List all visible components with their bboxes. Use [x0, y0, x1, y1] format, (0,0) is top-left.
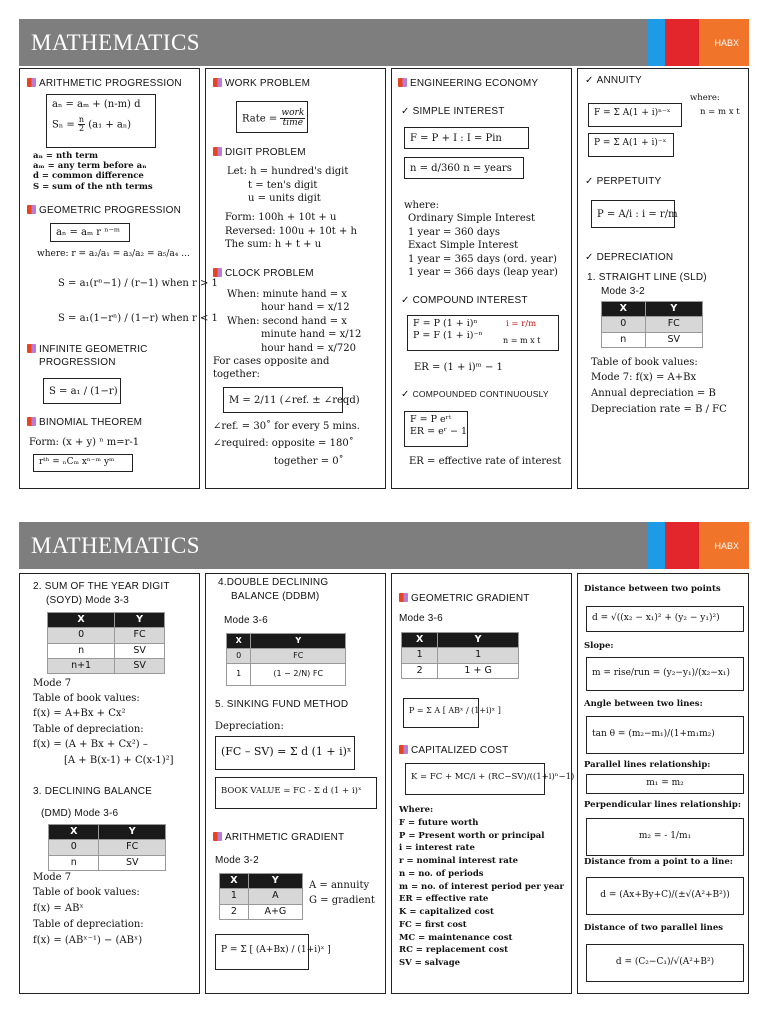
sf-title: 5. SINKING FUND METHOD	[215, 699, 349, 710]
bullet-icon	[398, 78, 407, 87]
cp-l1: When: minute hand = x	[227, 289, 347, 300]
annuity-n: n = m x t	[700, 107, 740, 117]
gp-title: GEOMETRIC PROGRESSION	[27, 204, 181, 217]
cp-l2: hour hand = x/12	[261, 302, 350, 313]
check-icon: ✓	[401, 295, 410, 306]
gg-title: GEOMETRIC GRADIENT	[399, 592, 530, 605]
bullet-icon	[27, 344, 36, 353]
soyd-l5: f(x) = (A + Bx + Cx²) –	[33, 739, 148, 750]
gg-formula-box: P = Σ A [ ABˣ / (1+i)ˣ ]	[403, 698, 479, 728]
parallel-formula-box: m₁ = m₂	[586, 774, 744, 794]
point-line-title: Distance from a point to a line:	[584, 857, 733, 867]
ap-definitions: aₙ = nth term aₘ = any term before aₙ d = common difference S = sum of the nth terms	[33, 151, 153, 192]
dp-form: Form: 100h + 10t + u	[225, 212, 337, 223]
soyd-l2: Table of book values:	[33, 693, 140, 704]
annuity-f-box: F = Σ A(1 + i)ⁿ⁻ˣ	[588, 103, 682, 127]
soyd-l4: Table of depreciation:	[33, 724, 144, 735]
cp-l10: together = 0˚	[274, 456, 344, 467]
ee-title: ENGINEERING ECONOMY	[398, 77, 538, 90]
perp-title: Perpendicular lines relationship:	[584, 800, 741, 810]
sf-book-value-box: BOOK VALUE = FC - Σ d (1 + i)ˣ	[215, 777, 377, 809]
gp-ratio: where: r = a₂/a₁ = a₃/a₂ = a₅/a₄ ...	[37, 249, 190, 259]
wp-rate-box: Rate = $\frac{\text{work}}{\text{time}}$	[236, 101, 308, 133]
igp-formula-box: S = a₁ / (1−r)	[43, 378, 121, 404]
ap-title: ARITHMETIC PROGRESSION	[27, 77, 182, 90]
ddb-table: X Y 0 FC 1 (1 − 2/N) FC	[226, 633, 346, 686]
cp-l5: hour hand = x/720	[261, 343, 356, 354]
check-icon: ✓	[585, 75, 594, 86]
panel-engineering-economy	[391, 68, 572, 489]
ag-title: ARITHMETIC GRADIENT	[213, 831, 344, 844]
gp-formula-box: aₙ = aₘ r ⁿ⁻ᵐ	[50, 223, 130, 242]
depreciation-title: ✓ DEPRECIATION	[585, 252, 674, 263]
db-l2: Table of book values:	[33, 887, 140, 898]
cp-l8: ∠ref. = 30˚ for every 5 mins.	[213, 421, 360, 432]
cp-l7: together:	[213, 369, 260, 380]
cp-title: CLOCK PROBLEM	[213, 267, 314, 280]
gp-sum-r-gt-1: S = a₁(rⁿ−1) / (r−1) when r > 1	[58, 278, 218, 289]
gg-table: X Y 1 1 2 1 + G	[401, 632, 519, 679]
check-icon: ✓	[585, 252, 594, 263]
parallel-lines-formula-box: d = (C₂−C₁)/√(A²+B²)	[586, 944, 744, 982]
si-n-box: n = d/360 n = years	[404, 157, 524, 179]
dp-sum: The sum: h + t + u	[225, 239, 322, 250]
cc-formula-box: F = P eʳᵗ ER = eʳ − 1	[404, 411, 468, 447]
check-icon: ✓	[401, 389, 410, 400]
angle-title: Angle between two lines:	[584, 699, 703, 709]
annuity-where: where:	[690, 93, 720, 103]
sld-mode: Mode 3-2	[601, 286, 645, 297]
soyd-mode: (SOYD) Mode 3-3	[46, 595, 130, 606]
ag-formula-box: P = Σ [ (A+Bx) / (1+i)ˣ ]	[215, 934, 309, 970]
bullet-icon	[213, 78, 222, 87]
sf-depreciation: Depreciation:	[215, 721, 284, 732]
perpetuity-box: P = A/i : i = r/m	[591, 200, 675, 228]
slope-formula-box: m = rise/run = (y₂−y₁)/(x₂−x₁)	[586, 657, 744, 691]
perpetuity-title: ✓ PERPETUITY	[585, 176, 662, 187]
ag-mode: Mode 3-2	[215, 855, 259, 866]
dist-formula-box: d = √((x₂ − x₁)² + (y₂ − y₁)²)	[586, 606, 744, 632]
sld-title: 1. STRAIGHT LINE (SLD)	[587, 272, 707, 283]
soyd-l3: f(x) = A+Bx + Cx²	[33, 708, 126, 719]
sf-formula-box: (FC – SV) = Σ d (1 + i)ˣ	[215, 736, 355, 770]
bt-formula-box: rᵗʰ = ₙCₘ xⁿ⁻ᵐ yᵐ	[33, 454, 133, 472]
db-table: X Y 0 FC n SV	[48, 824, 166, 871]
si-formula-box: F = P + I : I = Pin	[404, 127, 529, 149]
panel-annuity	[577, 68, 749, 489]
sld-table: X Y 0 FC n SV	[601, 301, 703, 348]
si-360: 1 year = 360 days	[408, 227, 500, 238]
header-title: MATHEMATICS	[31, 30, 201, 55]
panel-soyd	[19, 573, 200, 994]
panel-ddb	[205, 573, 386, 994]
dp-t: t = ten's digit	[248, 180, 318, 191]
cap-title: CAPITALIZED COST	[399, 744, 508, 757]
ddb-mode: Mode 3-6	[224, 615, 268, 626]
check-icon: ✓	[585, 176, 594, 187]
angle-formula-box: tan θ = (m₂−m₁)/(1+m₁m₂)	[586, 716, 744, 754]
cc-title: ✓ COMPOUNDED CONTINUOUSLY	[401, 389, 549, 400]
dp-reversed: Reversed: 100u + 10t + h	[225, 226, 357, 237]
parallel-title: Parallel lines relationship:	[584, 760, 711, 770]
check-icon: ✓	[401, 106, 410, 117]
db-mode: (DMD) Mode 3-6	[41, 808, 119, 819]
sld-t2: Mode 7: f(x) = A+Bx	[591, 372, 697, 383]
dp-h: Let: h = hundred's digit	[227, 166, 349, 177]
bullet-icon	[213, 268, 222, 277]
bt-form: Form: (x + y) ⁿ m=r-1	[29, 437, 140, 448]
db-l1: Mode 7	[33, 872, 72, 883]
ag-annuity: A = annuity	[309, 880, 370, 891]
db-l5: f(x) = (ABˣ⁻¹) − (ABˣ)	[33, 935, 143, 946]
ap-sum-formula: Sₙ = $\frac{n}{2}$ (a₁ + aₙ)	[52, 115, 132, 134]
panel-word-problems	[205, 68, 386, 489]
header-title: MATHEMATICS	[31, 533, 201, 558]
gg-mode: Mode 3-6	[399, 613, 443, 624]
ddb-title: 4.DOUBLE DECLINING	[218, 577, 329, 588]
si-where: where:	[404, 200, 439, 211]
soyd-table: X Y 0 FC n SV n+1 SV	[47, 612, 165, 674]
soyd-title: 2. SUM OF THE YEAR DIGIT	[33, 581, 170, 592]
si-ordinary: Ordinary Simple Interest	[408, 213, 535, 224]
header-bar-2	[19, 522, 749, 569]
si-366: 1 year = 366 days (leap year)	[408, 267, 558, 278]
bullet-icon	[27, 205, 36, 214]
si-exact: Exact Simple Interest	[408, 240, 519, 251]
annuity-title: ✓ ANNUITY	[585, 75, 642, 86]
cp-l9: ∠required: opposite = 180˚	[213, 438, 354, 449]
wp-title: WORK PROBLEM	[213, 77, 310, 90]
dp-u: u = units digit	[248, 193, 321, 204]
bullet-icon	[213, 147, 222, 156]
db-title: 3. DECLINING BALANCE	[33, 786, 153, 797]
db-l3: f(x) = ABˣ	[33, 903, 84, 914]
gp-sum-r-lt-1: S = a₁(1−rⁿ) / (1−r) when r < 1	[58, 313, 218, 324]
blue-stripe	[647, 19, 665, 66]
soyd-l1: Mode 7	[33, 678, 72, 689]
dp-title: DIGIT PROBLEM	[213, 146, 306, 159]
panel-progressions	[19, 68, 218, 489]
igp-title: INFINITE GEOMETRIC PROGRESSION	[27, 343, 148, 369]
ddb-subtitle: BALANCE (DDBM)	[231, 591, 320, 602]
ci-formula-box: F = P (1 + i)ⁿ P = F (1 + i)⁻ⁿ i = r/m n = m x t	[407, 315, 559, 351]
sld-t4: Depreciation rate = B / FC	[591, 404, 727, 415]
ci-title: ✓ COMPOUND INTEREST	[401, 295, 528, 306]
perp-formula-box: m₂ = - 1/m₁	[586, 818, 744, 856]
soyd-l6: [A + B(x-1) + C(x-1)²]	[64, 755, 174, 766]
si-title: ✓ SIMPLE INTEREST	[401, 106, 505, 117]
bullet-icon	[399, 593, 408, 602]
panel-analytic-geometry	[577, 573, 749, 994]
bullet-icon	[27, 417, 36, 426]
ap-nth-term-formula: aₙ = aₘ + (n-m) d	[52, 99, 141, 110]
ag-table: X Y 1 A 2 A+G	[219, 873, 303, 920]
ag-gradient: G = gradient	[309, 895, 375, 906]
where-list: Where: F = future worth P = Present worth or principal i = interest rate r = nominal interest rate n = no. of periods m = no. of interest period per year ER = effective rate K = capitalized cost FC = first cost MC = maintenance cost RC = replacement cost SV = salvage	[399, 805, 564, 968]
cp-l6: For cases opposite and	[213, 356, 330, 367]
parallel-lines-title: Distance of two parallel lines	[584, 923, 724, 933]
header-bar	[19, 19, 749, 66]
red-stripe	[665, 19, 699, 66]
red-stripe	[665, 522, 699, 569]
bullet-icon	[27, 78, 36, 87]
sld-t3: Annual depreciation = B	[591, 388, 716, 399]
cap-formula-box: K = FC + MC/i + (RC−SV)/((1+i)ⁿ−1)	[405, 763, 545, 795]
annuity-p-box: P = Σ A(1 + i)⁻ˣ	[588, 133, 674, 157]
sld-t1: Table of book values:	[591, 357, 698, 368]
header-tag: HABX	[714, 38, 739, 48]
panel-gradient	[391, 573, 575, 994]
blue-stripe	[647, 522, 665, 569]
cp-l3: When: second hand = x	[227, 316, 347, 327]
dist-title: Distance between two points	[584, 584, 721, 594]
cp-m-box: M = 2/11 (∠ref. ± ∠reqd)	[223, 387, 343, 413]
slope-title: Slope:	[584, 641, 614, 651]
bt-title: BINOMIAL THEOREM	[27, 416, 142, 429]
point-line-formula-box: d = (Ax+By+C)/(±√(A²+B²))	[586, 877, 744, 915]
si-365: 1 year = 365 days (ord. year)	[408, 254, 557, 265]
bullet-icon	[399, 745, 408, 754]
header-tag: HABX	[714, 541, 739, 551]
ap-formula-box	[46, 94, 156, 148]
ci-er: ER = (1 + i)ᵐ − 1	[414, 362, 503, 373]
cc-er: ER = effective rate of interest	[409, 456, 562, 467]
cp-l4: minute hand = x/12	[261, 329, 362, 340]
db-l4: Table of depreciation:	[33, 919, 144, 930]
bullet-icon	[213, 832, 222, 841]
